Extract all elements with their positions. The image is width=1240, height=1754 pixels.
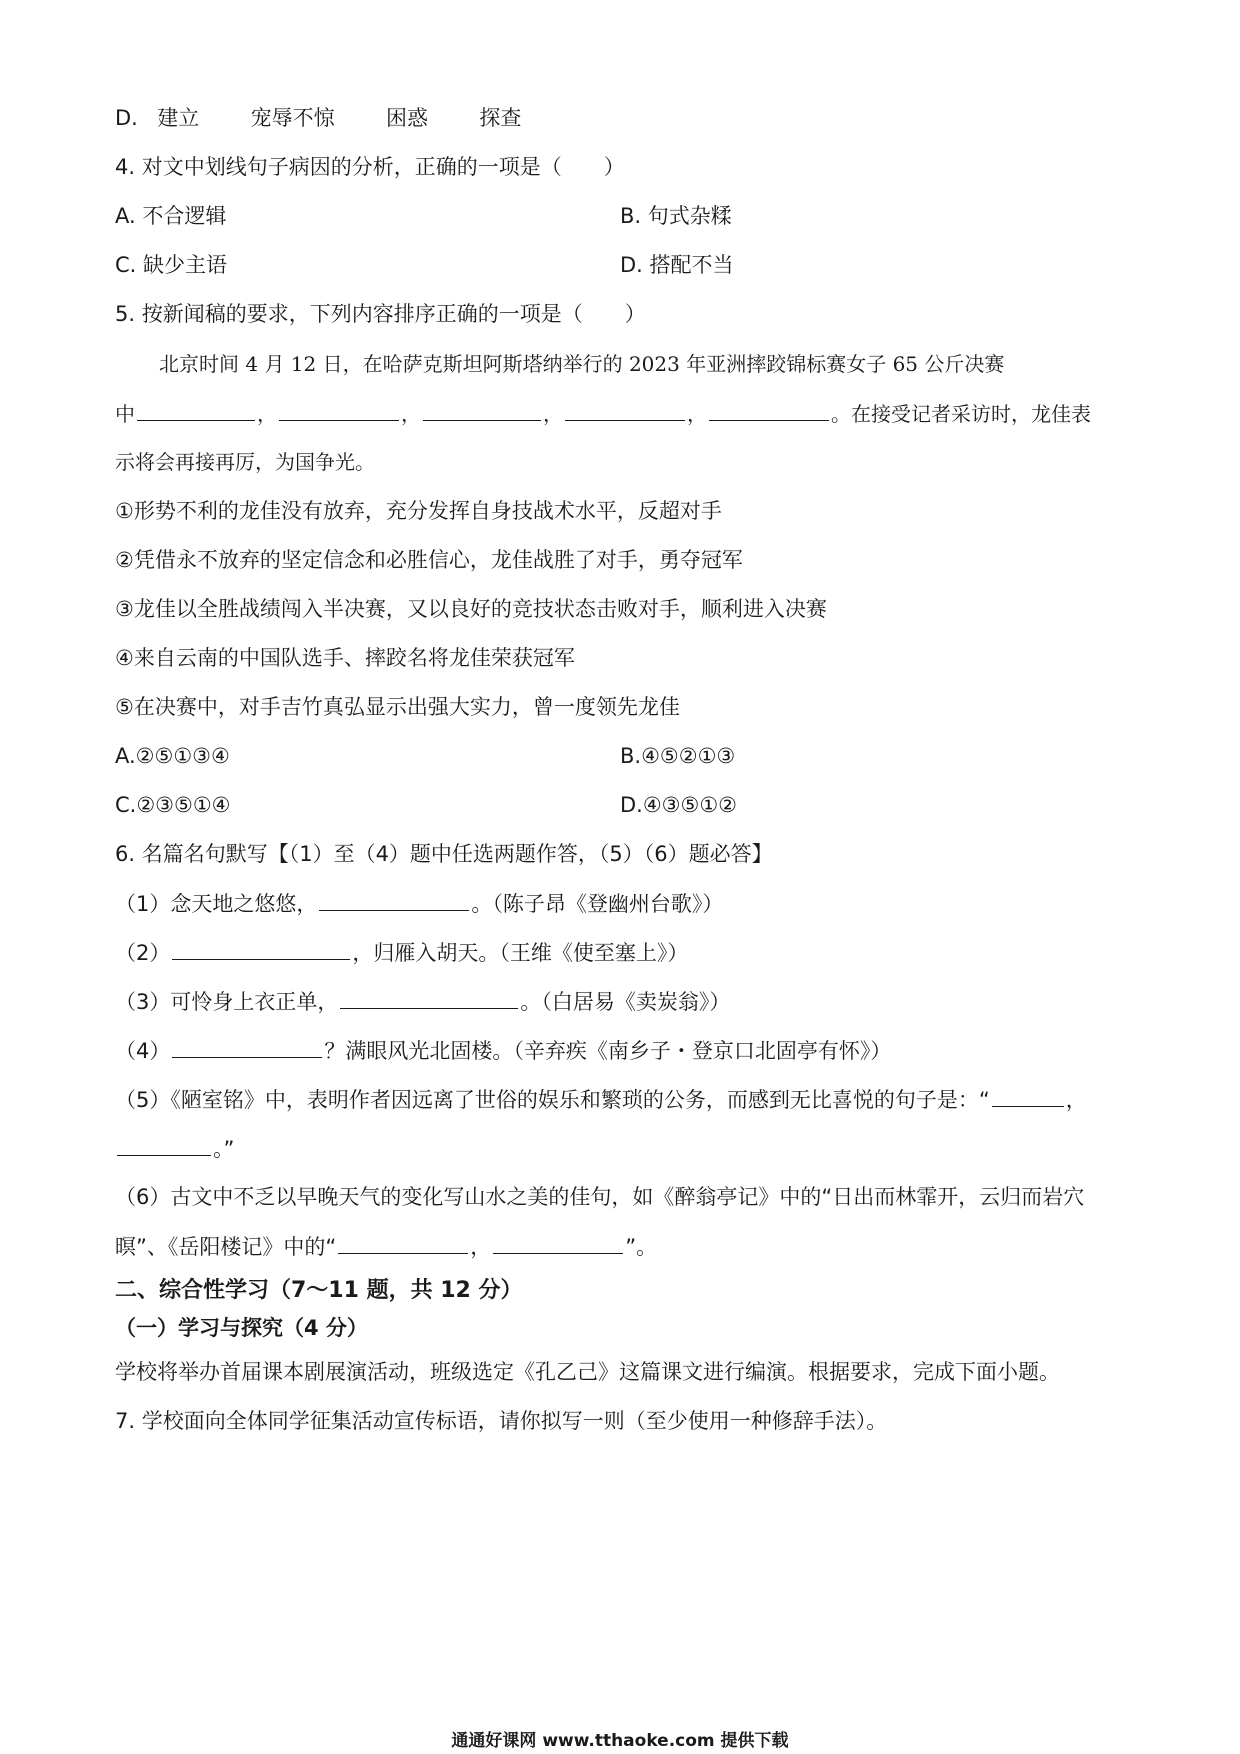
comma: ， — [257, 402, 277, 426]
q5-item: ②凭借永不放弃的坚定信念和必胜信心，龙佳战胜了对手，勇夺冠军 — [115, 548, 743, 572]
comma: ， — [687, 402, 707, 426]
option-letter: A. — [115, 204, 136, 228]
option-word: 困惑 — [385, 106, 428, 130]
answer-blank[interactable] — [709, 398, 829, 421]
option-text: ②⑤①③④ — [135, 744, 230, 768]
answer-blank[interactable] — [565, 398, 685, 421]
q4-option-b — [620, 201, 732, 231]
option-letter: D. — [115, 106, 138, 130]
answer-blank[interactable] — [493, 1231, 623, 1254]
sentence-text: 。（白居易《卖炭翁》） — [520, 990, 731, 1014]
sentence-text: （2） — [115, 941, 171, 965]
sentence-text: ？满眼风光北固楼。（辛弃疾《南乡子・登京口北固亭有怀》） — [324, 1039, 892, 1063]
sub-heading: （一）学习与探究（4 分） — [115, 1316, 368, 1340]
q4-option-c — [115, 250, 227, 280]
option-word: 宠辱不惊 — [250, 106, 335, 130]
q6-sentence-1 — [115, 888, 723, 919]
answer-blank[interactable] — [172, 1035, 322, 1058]
answer-blank[interactable] — [340, 986, 518, 1009]
option-letter: C. — [115, 253, 137, 277]
q5-option-c — [115, 790, 230, 820]
comma: ， — [401, 402, 421, 426]
option-word: 探查 — [479, 106, 522, 130]
sentence-text: （4） — [115, 1039, 171, 1063]
option-text: ④③⑤①② — [642, 793, 737, 817]
q7-stem: 7. 学校面向全体同学征集活动宣传标语，请你拟写一则（至少使用一种修辞手法）。 — [115, 1409, 888, 1433]
option-letter: D. — [620, 253, 643, 277]
q5-option-d — [620, 790, 737, 820]
q4-option-d — [620, 250, 734, 280]
option-letter: C. — [115, 793, 137, 817]
sentence-text: 。（陈子昂《登幽州台歌》） — [471, 892, 724, 916]
q6-sentence-3 — [115, 986, 730, 1017]
q6-sentence-5 — [115, 1084, 1087, 1115]
q6-stem: 6. 名篇名句默写【（1）至（4）题中任选两题作答，（5）（6）题必答】 — [115, 842, 773, 866]
option-text: ②③⑤①④ — [136, 793, 231, 817]
passage-text: 。在接受记者采访时，龙佳表 — [831, 402, 1091, 426]
q6-sentence-2 — [115, 937, 688, 968]
q5-item: ③龙佳以全胜战绩闯入半决赛，又以良好的竞技状态击败对手，顺利进入决赛 — [115, 597, 827, 621]
option-text: 句式杂糅 — [647, 204, 732, 228]
answer-blank[interactable] — [338, 1231, 468, 1254]
section-heading: 二、综合性学习（7～11 题，共 12 分） — [115, 1278, 523, 1303]
answer-blank[interactable] — [117, 1133, 211, 1156]
option-letter: A. — [115, 744, 136, 768]
q5-item: ⑤在决赛中，对手吉竹真弘显示出强大实力，曾一度领先龙佳 — [115, 695, 680, 719]
q5-option-b — [620, 741, 735, 771]
q4-stem: 4. 对文中划线句子病因的分析，正确的一项是（ ） — [115, 155, 625, 179]
sentence-text: （1）念天地之悠悠， — [115, 892, 318, 916]
q5-passage-line3: 示将会再接再厉，为国争光。 — [115, 450, 375, 474]
q6-sentence-5-cont — [115, 1133, 234, 1164]
answer-blank[interactable] — [172, 937, 350, 960]
q5-item: ①形势不利的龙佳没有放弃，充分发挥自身技战术水平，反超对手 — [115, 499, 722, 523]
sentence-text: （5）《陋室铭》中，表明作者因远离了世俗的娱乐和繁琐的公务，而感到无比喜悦的句子是：“ — [115, 1088, 990, 1112]
sentence-text: ，归雁入胡天。（王维《使至塞上》） — [352, 941, 689, 965]
q5-item: ④来自云南的中国队选手、摔跤名将龙佳荣获冠军 — [115, 646, 575, 670]
passage-text: 中 — [115, 402, 135, 426]
q5-option-a — [115, 741, 230, 771]
section-intro: 学校将举办首届课本剧展演活动，班级选定《孔乙己》这篇课文进行编演。根据要求，完成下面小题。 — [115, 1360, 1060, 1384]
q4-option-a — [115, 201, 226, 231]
answer-blank[interactable] — [319, 888, 469, 911]
q3-option-d — [115, 103, 521, 133]
q5-passage-line2 — [115, 398, 1091, 429]
sentence-text: ”。 — [625, 1235, 658, 1259]
answer-blank[interactable] — [137, 398, 255, 421]
answer-blank[interactable] — [992, 1084, 1064, 1107]
sentence-text: ， — [470, 1235, 492, 1259]
q5-stem: 5. 按新闻稿的要求，下列内容排序正确的一项是（ ） — [115, 302, 646, 326]
sentence-text: 。” — [213, 1137, 235, 1161]
answer-blank[interactable] — [423, 398, 541, 421]
option-word: 建立 — [157, 106, 200, 130]
page-footer: 通通好课网 www.tthaoke.com 提供下载 — [451, 1731, 789, 1751]
option-text: ④⑤②①③ — [641, 744, 736, 768]
option-text: 搭配不当 — [649, 253, 734, 277]
sentence-text: 暝”、《岳阳楼记》中的“ — [115, 1235, 337, 1259]
option-text: 不合逻辑 — [142, 204, 227, 228]
answer-blank[interactable] — [279, 398, 399, 421]
comma: ， — [543, 402, 563, 426]
q5-passage-line1: 北京时间 4 月 12 日，在哈萨克斯坦阿斯塔纳举行的 2023 年亚洲摔跤锦标赛女子 65 公斤决赛 — [159, 352, 1005, 376]
q6-sentence-4 — [115, 1035, 891, 1066]
q6-sentence-6-cont — [115, 1231, 657, 1262]
q6-sentence-6: （6）古文中不乏以早晚天气的变化写山水之美的佳句，如《醉翁亭记》中的“日出而林霏开，云归而岩穴 — [115, 1185, 1085, 1209]
sentence-text: （3）可怜身上衣正单， — [115, 990, 339, 1014]
option-letter: B. — [620, 744, 642, 768]
option-text: 缺少主语 — [143, 253, 228, 277]
option-letter: B. — [620, 204, 642, 228]
option-letter: D. — [620, 793, 643, 817]
sentence-text: ， — [1065, 1088, 1087, 1112]
